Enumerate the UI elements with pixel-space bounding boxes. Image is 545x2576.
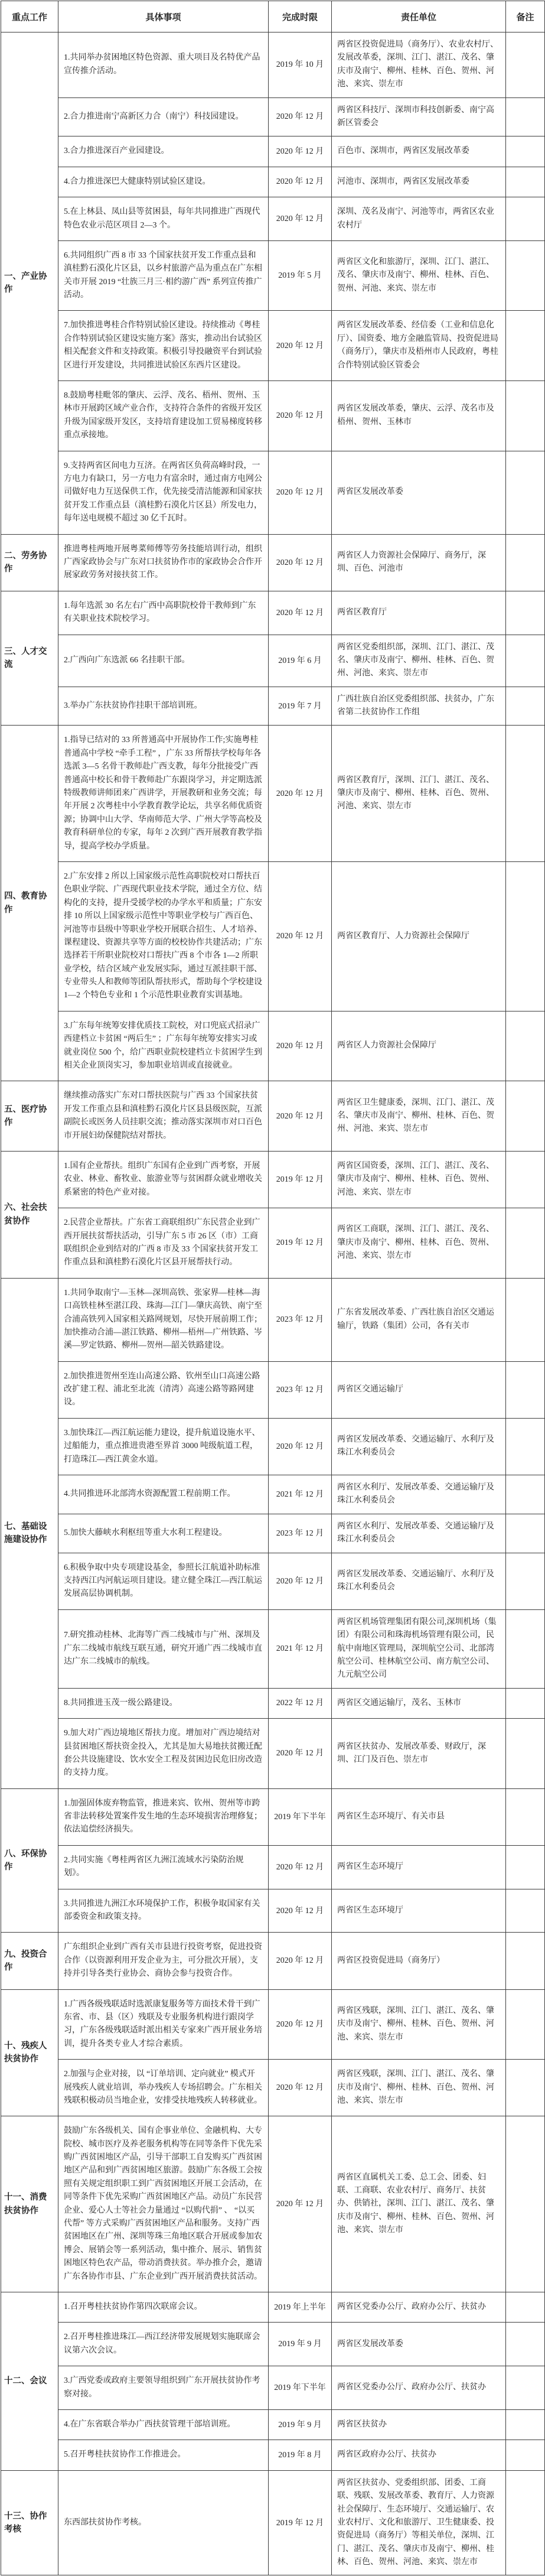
note-cell	[506, 726, 545, 862]
table-row	[1, 1553, 545, 1609]
note-cell	[506, 861, 545, 1011]
note-cell	[506, 2292, 545, 2323]
task-cell: 2.召开粤桂推进珠江—西江经济带发展规划实施联席会议第六次会议。	[58, 2323, 269, 2366]
table-row	[1, 1278, 545, 1361]
unit-cell: 两省区发展改革委	[332, 451, 506, 534]
header-cell-deadline: 完成时限	[269, 1, 332, 32]
task-cell: 推进粤桂两地开展粤菜师傅等劳务技能培训行动，组织广西家政协会与广东对口扶贫协作市的家政协会合作开展家政劳务对接扶贫工作。	[58, 534, 269, 591]
deadline-cell: 2023 年 12 月	[269, 1514, 332, 1553]
unit-cell: 两省区发展改革委、经信委（工业和信息化厅）、国资委、地方金融监管局、投资促进局（商务厅），肇庆市及梧州市人民政府，粤桂合作特别试验区管委会	[332, 311, 506, 381]
category-cell: 七、基础设施建设协作	[1, 1278, 58, 1788]
table-row	[1, 2409, 545, 2440]
table-row	[1, 2060, 545, 2116]
category-cell: 八、环保协作	[1, 1788, 58, 1933]
table-row	[1, 1788, 545, 1845]
unit-cell: 两省区机场管理集团有限公司,深圳机场（集团）有限公司和珠海机场管理有限公司，民航中南地区管理局，深圳航空公司、北部湾航空公司、桂林航空公司、南方航空公司、九元航空公司	[332, 1609, 506, 1688]
task-cell: 7.研究推动桂林、北海等广西二线城市与广州、深圳及广东二线城市航线互联互通，研究开通广西二线城市直达广东二线城市的航线。	[58, 1609, 269, 1688]
header-cell-key-work: 重点工作	[1, 1, 58, 32]
deadline-cell: 2021 年 12 月	[269, 1609, 332, 1688]
task-cell: 3.共同推进九洲江水环境保护工作，积极争取国家有关部委资金和政策支持。	[58, 1889, 269, 1933]
table-row	[1, 451, 545, 534]
deadline-cell: 2019 年 5 月	[269, 240, 332, 311]
note-cell	[506, 687, 545, 726]
deadline-cell: 2020 年 12 月	[269, 1889, 332, 1933]
task-cell: 东西部扶贫协作考核。	[58, 2470, 269, 2575]
task-cell: 2.民营企业帮扶。广东省工商联组织广东民营企业到广西开展扶贫帮扶活动，引导广东 5 市 26 区（市）工商联组织企业到结对的广西 8 市及 33 个国家扶贫开发工作重点县和滇桂黔石漠化片区县开展帮扶行动。	[58, 1208, 269, 1279]
unit-cell: 两省区文化和旅游厅，深圳、江门、湛江、茂名、肇庆市及南宁、柳州、桂林、百色、贺州、河池、来宾、崇左市	[332, 240, 506, 311]
table-row	[1, 534, 545, 591]
unit-cell: 百色市、深圳市，两省区发展改革委	[332, 136, 506, 167]
unit-cell: 两省区党委组织部，深圳、江门、湛江、茂名、肇庆市及南宁、柳州、桂林、百色、贺州、河池、来宾、崇左市	[332, 635, 506, 687]
table-row	[1, 167, 545, 197]
table-row	[1, 726, 545, 862]
deadline-cell: 2020 年 12 月	[269, 197, 332, 241]
table-row	[1, 1609, 545, 1688]
task-cell: 1.共同举办贫困地区特色资源、重大项目及名特优产品宣传推介活动。	[58, 32, 269, 98]
unit-cell: 两省区发展改革委、交通运输厅、水利厅及珠江水利委员会	[332, 1418, 506, 1475]
task-cell: 2.广西向广东选派 66 名挂职干部。	[58, 635, 269, 687]
deadline-cell: 2020 年 12 月	[269, 591, 332, 635]
table-row	[1, 136, 545, 167]
deadline-cell: 2019 年下半年	[269, 1788, 332, 1845]
unit-cell: 两省区残联，深圳、江门、湛江、茂名、肇庆市及南宁、柳州、桂林、百色、贺州、河池、来宾、崇左市	[332, 1989, 506, 2060]
deadline-cell: 2023 年 12 月	[269, 1361, 332, 1418]
table-row	[1, 197, 545, 241]
note-cell	[506, 1514, 545, 1553]
note-cell	[506, 1418, 545, 1475]
table-row	[1, 2470, 545, 2575]
deadline-cell: 2020 年 12 月	[269, 167, 332, 197]
task-cell: 5.召开粤桂扶贫协作工作推进会。	[58, 2440, 269, 2470]
table-row	[1, 1889, 545, 1933]
unit-cell: 两省区党委办公厅、政府办公厅、扶贫办	[332, 2292, 506, 2323]
task-cell: 4.在广东省联合举办广西扶贫管理干部培训班。	[58, 2409, 269, 2440]
task-cell: 2.加强与企业对接，以 “订单培训、定向就业” 模式开展残疾人就业培训，举办残疾人专场招聘会。广东相关残联积极动员当地企业，安排受扶地残疾人转移就业。	[58, 2060, 269, 2116]
table-row	[1, 2440, 545, 2470]
task-cell: 2.广东安排 2 所以上国家级示范性高职院校对口帮扶百色职业学院、广西现代职业技术学院，通过全方位、结构化的支持，提升受援学校的办学水平和质量；广东安排 10 所以上国家级示范性中等职业学校与广西百色、河池等市县级中等职业学校开展联合招生、人才培养、课程建设、资源共享等方面的校校协作共建活动；广东选择若干所职业院校对口帮扶广西 8 个市各 1—2 所职业学校，结合区域产业发展实际，通过互派挂职干部、专业带头人和教师等团队帮扶形式，帮助每个学校建设 1—2 个特色专业和 1 个示范性职业教育实训基地。	[58, 861, 269, 1011]
task-cell: 鼓励广东各级机关、国有企事业单位、金融机构、大专院校、城市医疗及养老服务机构等在同等条件下优先采购广西贫困地区产品，引导干部职工自发购买广西贫困地区产品和到广西贫困地区旅游。鼓励广东各级工会按照有关规定组织职工到广西贫困地区开展工会活动，在同等条件下优先采购广西贫困地区产品。动员广东民营企业、爱心人士等社会力量通过 “以购代捐” 、 “以买代帮” 等方式采购广西贫困地区产品和服务。支持广西贫困地区在广州、深圳等珠三角地区联合开展或参加农博会、展销会等一系列活动，集中推介、展示、销售贫困地区特色农产品，带动消费扶贫。举办推介会，邀请广东各协作市县、广东企业到广西开展消费扶贫活动。	[58, 2116, 269, 2292]
note-cell	[506, 32, 545, 98]
note-cell	[506, 2409, 545, 2440]
task-cell: 4.共同推进环北部湾水资源配置工程前期工作。	[58, 1475, 269, 1514]
unit-cell: 河池市、深圳市，两省区发展改革委	[332, 167, 506, 197]
deadline-cell: 2020 年 12 月	[269, 1081, 332, 1152]
unit-cell: 两省区发展改革委，肇庆、云浮、茂名市及梧州、贺州、玉林市	[332, 381, 506, 451]
note-cell	[506, 197, 545, 241]
deadline-cell: 2020 年 12 月	[269, 1845, 332, 1889]
note-cell	[506, 1989, 545, 2060]
task-cell: 9.支持两省区间电力互济。在两省区负荷高峰时段，一方电力有缺口，另一方电力有富余时，通过南方电网公司做好电力互送保供工作，优先接受清洁能源和国家扶贫开发工作重点县（滇桂黔石漠化片区县）所发电力，每年送电规模不超过 30 亿千瓦时。	[58, 451, 269, 534]
task-cell: 1.共同争取南宁—玉林—深圳高铁、张家界—桂林—海口高铁桂林至湛江段、珠海—江门—肇庆高铁、南宁至合浦高铁列入国家相关路网规划，尽快开展前期工作；加快推动合浦—湛江铁路、柳州—梧州—广州铁路、岑溪—罗定铁路、柳州—贺州—韶关铁路建设。	[58, 1278, 269, 1361]
note-cell	[506, 2116, 545, 2292]
unit-cell: 两省区发展改革委	[332, 2323, 506, 2366]
table-row	[1, 1989, 545, 2060]
deadline-cell: 2019 年 9 月	[269, 2409, 332, 2440]
header-cell-specific-items: 具体事项	[58, 1, 269, 32]
unit-cell: 两省区扶贫办	[332, 2409, 506, 2440]
unit-cell: 两省区政府办公厅、扶贫办	[332, 2440, 506, 2470]
table-row	[1, 2323, 545, 2366]
task-cell: 2.合力推进南宁高新区力合（南宁）科技园建设。	[58, 97, 269, 136]
task-cell: 2.加快推进贺州至连山高速公路、钦州至山口高速公路改扩建工程、浦北至北流（清湾）高速公路等路网建设。	[58, 1361, 269, 1418]
table-row	[1, 861, 545, 1011]
unit-cell: 广东省发展改革委、广西壮族自治区交通运输厅，铁路（集团）公司，各有关市	[332, 1278, 506, 1361]
header-cell-remarks: 备注	[506, 1, 545, 32]
deadline-cell: 2019 年 12 月	[269, 1208, 332, 1279]
task-cell: 3.广西党委或政府主要领导组织到广东开展扶贫协作考察对接。	[58, 2366, 269, 2410]
deadline-cell: 2020 年 12 月	[269, 2116, 332, 2292]
task-cell: 3.举办广东扶贫协作挂职干部培训班。	[58, 687, 269, 726]
table-row	[1, 1081, 545, 1152]
deadline-cell: 2019 年 10 月	[269, 32, 332, 98]
deadline-cell: 2019 年 12 月	[269, 2470, 332, 2575]
deadline-cell: 2023 年 12 月	[269, 1278, 332, 1361]
unit-cell: 两省区卫生健康委，深圳、江门、湛江、茂名、肇庆市及南宁、柳州、桂林、百色、贺州、河池、来宾、崇左市	[332, 1081, 506, 1152]
unit-cell: 两省区工商联，深圳、江门、湛江、茂名、肇庆市及南宁、柳州、桂林、百色、贺州、河池、来宾、崇左市	[332, 1208, 506, 1279]
task-cell: 7.加快推进粤桂合作特别试验区建设。持续推动《粤桂合作特别试验区建设实施方案》落实，推动出台试验区相关配套文件和支持政策。积极引导投融资平台到试验区进行开发建设，共同推进试验区东西片区建设。	[58, 311, 269, 381]
note-cell	[506, 240, 545, 311]
task-cell: 5.在上林县、凤山县等贫困县，每年共同推进广西现代特色农业示范区项目 2—3 个。	[58, 197, 269, 241]
category-cell: 十一、消费扶贫协作	[1, 2116, 58, 2292]
category-cell: 十、残疾人扶贫协作	[1, 1989, 58, 2116]
deadline-cell: 2020 年 12 月	[269, 1418, 332, 1475]
task-cell: 5.加快大藤峡水利枢纽等重大水利工程建设。	[58, 1514, 269, 1553]
deadline-cell: 2020 年 12 月	[269, 311, 332, 381]
category-cell: 四、教育协作	[1, 726, 58, 1081]
unit-cell: 两省区党委办公厅、政府办公厅、扶贫办	[332, 2366, 506, 2410]
task-cell: 1.加强固体废弃物监管，推进来宾、钦州、贺州等市跨省非法转移处置案件发生地的生态环境损害治理修复；依法追偿经济损失。	[58, 1788, 269, 1845]
table-row	[1, 1933, 545, 1989]
table-row	[1, 240, 545, 311]
table-row	[1, 381, 545, 451]
deadline-cell: 2020 年 12 月	[269, 2060, 332, 2116]
category-cell: 六、社会扶贫协作	[1, 1152, 58, 1279]
task-cell: 3.合力推进深百产业园建设。	[58, 136, 269, 167]
note-cell	[506, 381, 545, 451]
unit-cell: 两省区科技厅、深圳市科技创新委、南宁高新区管委会	[332, 97, 506, 136]
task-cell: 9.加大对广西边境地区帮扶力度。增加对广西边境结对县贫困地区帮扶资金投入，尤其是加大易地扶贫搬迁配套公共设施建设、饮水安全工程及贫困边民危旧房改造的支持力度。	[58, 1719, 269, 1789]
unit-cell: 深圳、茂名及南宁、河池等市，两省区农业农村厅	[332, 197, 506, 241]
table-row	[1, 591, 545, 635]
note-cell	[506, 1609, 545, 1688]
category-cell: 十二、会议	[1, 2292, 58, 2471]
unit-cell: 两省区扶贫办、发展改革委、财政厅，深圳、江门及百色、崇左市	[332, 1719, 506, 1789]
note-cell	[506, 635, 545, 687]
header-cell-responsible-unit: 责任单位	[332, 1, 506, 32]
deadline-cell: 2020 年 12 月	[269, 1011, 332, 1081]
table-row	[1, 1845, 545, 1889]
task-cell: 1.召开粤桂扶贫协作第四次联席会议。	[58, 2292, 269, 2323]
deadline-cell: 2020 年 12 月	[269, 861, 332, 1011]
deadline-cell: 2020 年 12 月	[269, 451, 332, 534]
task-cell: 3.加快珠江—西江航运能力建设，提升航道设施水平、过船能力，重点推进贵港至界首 3000 吨级航道工程，打造珠江—西江黄金水道。	[58, 1418, 269, 1475]
unit-cell: 两省区交通运输厅，茂名、玉林市	[332, 1688, 506, 1718]
note-cell	[506, 2366, 545, 2410]
unit-cell: 两省区扶贫办、党委组织部、团委、工商联、残联、发展改革委、教育厅、人力资源社会保障厅、生态环境厅、交通运输厅、农业农村厅、文化和旅游厅、卫生健康委、投资促进局（商务厅）等相关单位，深圳、江门、湛江、茂名、肇庆市及南宁、柳州、桂林、百色、贺州、河池、来宾、崇左市	[332, 2470, 506, 2575]
deadline-cell: 2019 年 8 月	[269, 2440, 332, 2470]
deadline-cell: 2019 年下半年	[269, 2366, 332, 2410]
deadline-cell: 2019 年 6 月	[269, 635, 332, 687]
deadline-cell: 2020 年 12 月	[269, 136, 332, 167]
unit-cell: 两省区发展改革委、交通运输厅、水利厅及珠江水利委员会	[332, 1553, 506, 1609]
table-row	[1, 311, 545, 381]
table-row	[1, 1688, 545, 1718]
deadline-cell: 2020 年 12 月	[269, 726, 332, 862]
table-row	[1, 1011, 545, 1081]
category-cell: 十三、协作考核	[1, 2470, 58, 2575]
unit-cell: 两省区水利厅、发展改革委、交通运输厅及珠江水利委员会	[332, 1475, 506, 1514]
table-row	[1, 1514, 545, 1553]
note-cell	[506, 1845, 545, 1889]
unit-cell: 两省区生态环境厅、有关市县	[332, 1788, 506, 1845]
unit-cell: 两省区交通运输厅	[332, 1361, 506, 1418]
deadline-cell: 2020 年 12 月	[269, 1719, 332, 1789]
table-row	[1, 2292, 545, 2323]
note-cell	[506, 1933, 545, 1989]
task-cell: 4.合力推进深巴大健康特别试验区建设。	[58, 167, 269, 197]
unit-cell: 两省区人力资源社会保障厅、商务厅，深圳、百色、河池市	[332, 534, 506, 591]
note-cell	[506, 2060, 545, 2116]
unit-cell: 两省区生态环境厅	[332, 1845, 506, 1889]
unit-cell: 两省区残联，深圳、江门、湛江、茂名、肇庆市及南宁、柳州、桂林、百色、贺州、河池、来宾、崇左市	[332, 2060, 506, 2116]
unit-cell: 两省区国资委，深圳、江门、湛江、茂名、肇庆市及南宁、柳州、桂林、百色、贺州、河池、来宾、崇左市	[332, 1152, 506, 1208]
category-cell: 一、产业协作	[1, 32, 58, 535]
category-cell: 三、人才交流	[1, 591, 58, 726]
unit-cell: 两省区人力资源社会保障厅	[332, 1011, 506, 1081]
table-row	[1, 635, 545, 687]
note-cell	[506, 1011, 545, 1081]
cooperation-plan-table	[1, 1, 545, 2575]
note-cell	[506, 1208, 545, 1279]
deadline-cell: 2019 年 7 月	[269, 687, 332, 726]
table-row	[1, 1475, 545, 1514]
note-cell	[506, 451, 545, 534]
note-cell	[506, 2323, 545, 2366]
task-cell: 继续推动落实广东对口帮扶医院与广西 33 个国家扶贫开发工作重点县和滇桂黔石漠化片区县县级医院，互派副院长或医务人员挂职交流；推动落实深圳市对口百色市开展妇幼保健院结对帮扶。	[58, 1081, 269, 1152]
note-cell	[506, 1889, 545, 1933]
unit-cell: 两省区生态环境厅	[332, 1889, 506, 1933]
table-row	[1, 1208, 545, 1279]
unit-cell: 两省区教育厅、人力资源社会保障厅	[332, 861, 506, 1011]
task-cell: 2.共同实施《粤桂两省区九洲江流域水污染防治规划》。	[58, 1845, 269, 1889]
task-cell: 6.共同组织广西 8 市 33 个国家扶贫开发工作重点县和滇桂黔石漠化片区县，以乡村旅游产品为重点在广东相关市开展 2019 “壮族三月三·相约游广西” 系列宣传推广活动。	[58, 240, 269, 311]
deadline-cell: 2020 年 12 月	[269, 1933, 332, 1989]
table-row	[1, 97, 545, 136]
note-cell	[506, 2440, 545, 2470]
deadline-cell: 2019 年 12 月	[269, 1152, 332, 1208]
task-cell: 6.积极争取中央专项建设基金，参照长江航道补助标准支持西江内河航运项目建设。建立健全珠江—西江航运发展高层协调机制。	[58, 1553, 269, 1609]
note-cell	[506, 311, 545, 381]
deadline-cell: 2020 年 12 月	[269, 381, 332, 451]
table-body	[1, 32, 545, 2575]
deadline-cell: 2020 年 12 月	[269, 534, 332, 591]
note-cell	[506, 97, 545, 136]
unit-cell: 两省区直属机关工委、总工会、团委、妇联、工商联、农业农村厅、商务厅、扶贫办、供销社，深圳、江门、湛江、茂名、肇庆市及南宁、柳州、桂林、百色、贺州、河池、来宾、崇左市	[332, 2116, 506, 2292]
note-cell	[506, 2470, 545, 2575]
category-cell: 二、劳务协作	[1, 534, 58, 591]
deadline-cell: 2019 年上半年	[269, 2292, 332, 2323]
category-cell: 九、投资合作	[1, 1933, 58, 1989]
table-row	[1, 2116, 545, 2292]
table-row	[1, 1719, 545, 1789]
unit-cell: 广西壮族自治区党委组织部、扶贫办，广东省第二扶贫协作工作组	[332, 687, 506, 726]
table-row	[1, 2366, 545, 2410]
deadline-cell: 2020 年 12 月	[269, 1553, 332, 1609]
note-cell	[506, 1553, 545, 1609]
table-row	[1, 32, 545, 98]
note-cell	[506, 167, 545, 197]
header-row	[1, 1, 545, 32]
deadline-cell: 2020 年 12 月	[269, 1989, 332, 2060]
deadline-cell: 2022 年 12 月	[269, 1688, 332, 1718]
task-cell: 1.指导已结对的 33 所普通高中开展协作工作;实施粤桂普通高中学校 “牵手工程” ，广东 33 所帮扶学校每年各选派 3—5 名骨干教师赴广西支教，每年分批接受广西普通高中校长和骨干教师赴广东跟岗学习，并定期选派特级教师讲师团来广西讲学，开展教研和业务交流；每年开展 2 次粤桂中小学教育教学论坛，共享名师优质资源；协调中山大学、华南师范大学、广州大学等高校及教育科研单位的专家，每年 2 次到广西开展教育教学指导，提高学校办学质量。	[58, 726, 269, 862]
unit-cell: 两省区投资促进局（商务厅）、农业农村厅、发展改革委，深圳、江门、湛江、茂名、肇庆市及南宁、柳州、桂林、百色、贺州、河池、来宾、崇左市	[332, 32, 506, 98]
note-cell	[506, 1788, 545, 1845]
task-cell: 3.广东每年统筹安排优质技工院校，对口兜底式招录广西建档立卡贫困 “两后生” ；广东每年统筹安排实习或就业岗位 500 个，给广西职业院校建档立卡贫困学生到相关企业顶岗实习，参加职业培训或直接就业。	[58, 1011, 269, 1081]
note-cell	[506, 591, 545, 635]
table-row	[1, 1361, 545, 1418]
note-cell	[506, 1688, 545, 1718]
unit-cell: 两省区投资促进局（商务厅）	[332, 1933, 506, 1989]
table-row	[1, 1418, 545, 1475]
note-cell	[506, 1719, 545, 1789]
task-cell: 8.鼓励粤桂毗邻的肇庆、云浮、茂名、梧州、贺州、玉林市开展跨区域产业合作，支持符合条件的省级开发区升级为国家级开发区，支持培育建设加工贸易梯度转移重点承接地。	[58, 381, 269, 451]
deadline-cell: 2020 年 12 月	[269, 97, 332, 136]
table-row	[1, 1152, 545, 1208]
note-cell	[506, 1152, 545, 1208]
unit-cell: 两省区教育厅	[332, 591, 506, 635]
category-cell: 五、医疗协作	[1, 1081, 58, 1152]
note-cell	[506, 1475, 545, 1514]
task-cell: 8.共同推进玉茂一级公路建设。	[58, 1688, 269, 1718]
task-cell: 1.每年选派 30 名左右广西中高职院校骨干教师到广东有关职业技术院校学习。	[58, 591, 269, 635]
deadline-cell: 2021 年 12 月	[269, 1475, 332, 1514]
unit-cell: 两省区教育厅，深圳、江门、湛江、茂名、肇庆市及南宁、柳州、桂林、百色、贺州、河池、来宾、崇左市	[332, 726, 506, 862]
task-cell: 广东组织企业到广西有关市县进行投资考察，促进投资合作（以资源利用开发企业为主，可分批次开展），支持并引导各类行业协会、商协会参与投资合作。	[58, 1933, 269, 1989]
unit-cell: 两省区水利厅、发展改革委、交通运输厅及珠江水利委员会	[332, 1514, 506, 1553]
note-cell	[506, 1081, 545, 1152]
note-cell	[506, 534, 545, 591]
note-cell	[506, 1361, 545, 1418]
task-cell: 1.国有企业帮扶。组织广东国有企业到广西考察，开展农业、林业、畜牧业、旅游业等与贫困群众就业增收关系紧密的特色产业对接。	[58, 1152, 269, 1208]
deadline-cell: 2019 年 9 月	[269, 2323, 332, 2366]
task-cell: 1.广西各级残联适时选派康复服务等方面技术骨干到广东省、市、县（区）残联及专业服务机构进行跟岗学习，广东各级残联适时派出相关专家来广西开展业务培训，提升各类专业人才综合素质。	[58, 1989, 269, 2060]
note-cell	[506, 1278, 545, 1361]
table-row	[1, 687, 545, 726]
note-cell	[506, 136, 545, 167]
